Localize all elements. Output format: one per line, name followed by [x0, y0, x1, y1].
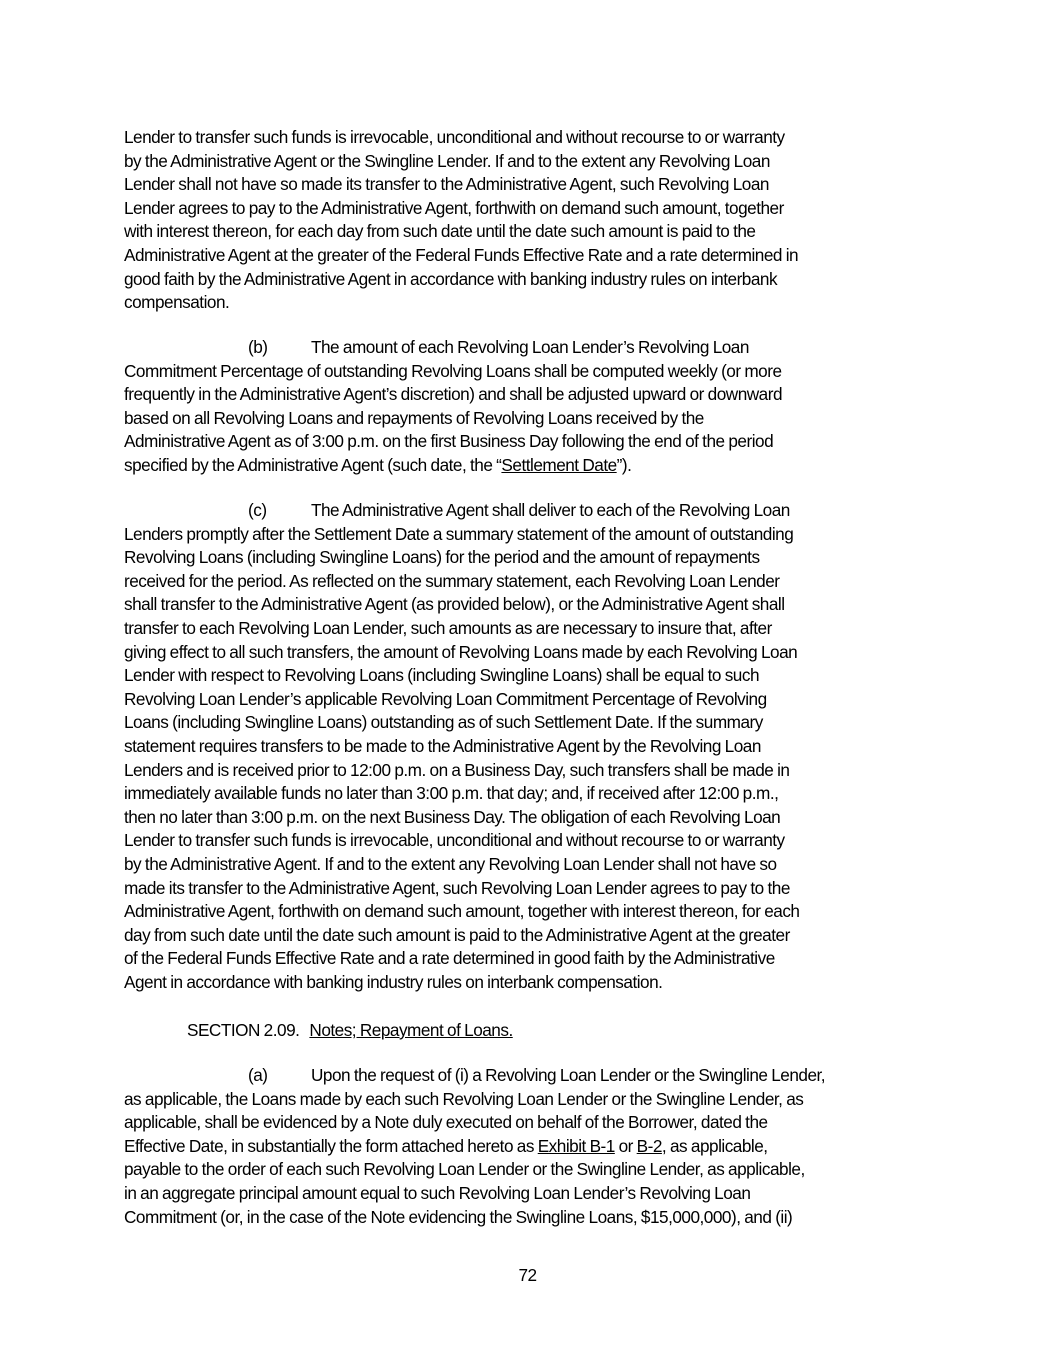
paragraph-a-exhibit-line: [124, 1135, 932, 1159]
text-line: with interest thereon, for each day from such date until the date such amount is paid to the: [124, 221, 756, 242]
text-line: Commitment Percentage of outstanding Revolving Loans shall be computed weekly (or more: [124, 360, 782, 381]
text-fragment: Effective Date, in substantially the form attached hereto as: [124, 1135, 538, 1156]
text-line: of the Federal Funds Effective Rate and a rate determined in good faith by the Administrative: [124, 948, 775, 969]
section-heading: [187, 1019, 513, 1043]
text-line: Lender agrees to pay to the Administrative Agent, forthwith on demand such amount, together: [124, 197, 784, 218]
text-line: The amount of each Revolving Loan Lender’s Revolving Loan: [311, 337, 749, 357]
paragraph-b-first-line: [124, 336, 932, 360]
paragraph-c-label: (c): [248, 500, 267, 520]
paragraph-c: [124, 499, 932, 994]
text-fragment: specified by the Administrative Agent (such date, the “: [124, 454, 502, 475]
text-line: immediately available funds no later than 3:00 p.m. that day; and, if received after 12:00 p.m.,: [124, 783, 779, 804]
text-line: Lender with respect to Revolving Loans (including Swingline Loans) shall be equal to such: [124, 665, 760, 686]
text-line: Loans (including Swingline Loans) outstanding as of such Settlement Date. If the summary: [124, 712, 763, 733]
text-line: compensation.: [124, 292, 230, 313]
continuation-paragraph: [124, 126, 932, 315]
text-line: then no later than 3:00 p.m. on the next Business Day. The obligation of each Revolving Loan: [124, 806, 781, 827]
text-line: Upon the request of (i) a Revolving Loan Lender or the Swingline Lender,: [311, 1065, 826, 1085]
exhibit-b2-reference: B-2: [636, 1135, 662, 1156]
text-line: Lenders promptly after the Settlement Date a summary statement of the amount of outstanding: [124, 523, 794, 544]
text-line: day from such date until the date such amount is paid to the Administrative Agent at the greater: [124, 924, 790, 945]
text-line: shall transfer to the Administrative Agent (as provided below), or the Administrative Agent shall: [124, 594, 785, 615]
text-line: transfer to each Revolving Loan Lender, such amounts as are necessary to insure that, after: [124, 617, 772, 638]
text-fragment: , as applicable,: [661, 1135, 768, 1156]
text-line: as applicable, the Loans made by each such Revolving Loan Lender or the Swingline Lender, as: [124, 1088, 804, 1109]
paragraph-a-label: (a): [248, 1065, 268, 1085]
section-title: Notes; Repayment of Loans.: [309, 1020, 513, 1040]
text-line: by the Administrative Agent or the Swingline Lender. If and to the extent any Revolving Loan: [124, 150, 770, 171]
text-line: Administrative Agent at the greater of the Federal Funds Effective Rate and a rate determined in: [124, 244, 799, 265]
text-line: applicable, shall be evidenced by a Note duly executed on behalf of the Borrower, dated the: [124, 1112, 768, 1133]
paragraph-b: [124, 336, 932, 478]
text-line: Administrative Agent, forthwith on demand such amount, together with interest thereon, for each: [124, 901, 800, 922]
text-line: payable to the order of each such Revolving Loan Lender or the Swingline Lender, as applicable,: [124, 1159, 805, 1180]
text-line: giving effect to all such transfers, the amount of Revolving Loans made by each Revolving Loan: [124, 641, 798, 662]
text-line: in an aggregate principal amount equal to such Revolving Loan Lender’s Revolving Loan: [124, 1182, 751, 1203]
text-line: Lender to transfer such funds is irrevocable, unconditional and without recourse to or warranty: [124, 127, 785, 147]
paragraph-a: [124, 1064, 932, 1229]
text-line: Lender to transfer such funds is irrevocable, unconditional and without recourse to or warranty: [124, 830, 785, 851]
text-fragment: ”).: [616, 454, 632, 475]
text-line: by the Administrative Agent. If and to the extent any Revolving Loan Lender shall not have so: [124, 853, 777, 874]
text-fragment: or: [614, 1135, 637, 1156]
text-line: Revolving Loans (including Swingline Loans) for the period and the amount of repayments: [124, 547, 760, 568]
section-number: SECTION 2.09.: [187, 1020, 300, 1040]
text-line: Agent in accordance with banking industry rules on interbank compensation.: [124, 971, 663, 992]
text-line: statement requires transfers to be made to the Administrative Agent by the Revolving Loan: [124, 735, 761, 756]
paragraph-b-last-line: [124, 454, 932, 478]
text-line: based on all Revolving Loans and repayments of Revolving Loans received by the: [124, 407, 704, 428]
text-line: Lenders and is received prior to 12:00 p.m. on a Business Day, such transfers shall be made in: [124, 759, 790, 780]
text-line: Revolving Loan Lender’s applicable Revolving Loan Commitment Percentage of Revolving: [124, 688, 767, 709]
text-line: good faith by the Administrative Agent in accordance with banking industry rules on interbank: [124, 268, 778, 289]
paragraph-b-label: (b): [248, 337, 268, 357]
page-number: 72: [518, 1265, 537, 1285]
text-line: frequently in the Administrative Agent’s discretion) and shall be adjusted upward or downward: [124, 384, 783, 405]
paragraph-a-first-line: [124, 1064, 932, 1088]
text-line: The Administrative Agent shall deliver to each of the Revolving Loan: [311, 500, 790, 520]
text-line: Administrative Agent as of 3:00 p.m. on the first Business Day following the end of the period: [124, 431, 774, 452]
text-line: made its transfer to the Administrative Agent, such Revolving Loan Lender agrees to pay to the: [124, 877, 790, 898]
exhibit-b1-reference: Exhibit B-1: [537, 1135, 615, 1156]
settlement-date-term: Settlement Date: [501, 454, 617, 475]
text-line: Commitment (or, in the case of the Note evidencing the Swingline Loans, $15,000,000), and (ii): [124, 1206, 793, 1227]
paragraph-c-first-line: [124, 499, 932, 523]
text-line: received for the period. As reflected on the summary statement, each Revolving Loan Lender: [124, 570, 780, 591]
text-line: Lender shall not have so made its transfer to the Administrative Agent, such Revolving Loan: [124, 174, 769, 195]
